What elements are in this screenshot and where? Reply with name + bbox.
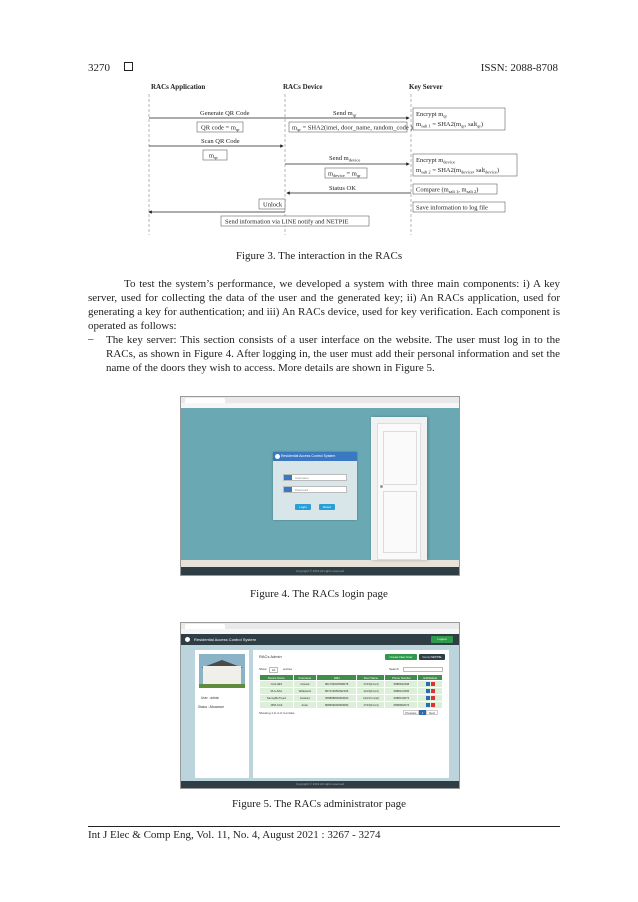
admin-navbar: Residential Access Control System: [181, 634, 459, 645]
cell: 124/14 rand]: [357, 695, 385, 702]
label-compare: Compare ($m_{salt 1}$, $m_{salt 2}$): [416, 186, 479, 194]
logo-icon: [185, 637, 190, 642]
admin-footer: Copyright © 2019 All rights reserved: [181, 781, 459, 788]
cell: 0988410072: [385, 695, 418, 702]
col-edit-delete: Edit/Delete: [418, 675, 443, 681]
key-icon: [284, 487, 292, 492]
delete-icon[interactable]: [431, 689, 435, 693]
issn: ISSN: 2088-8708: [480, 62, 558, 74]
edit-icon[interactable]: [426, 696, 430, 700]
door-inset-bottom: [383, 491, 417, 553]
side-status: Status : Allowance: [198, 705, 225, 709]
cell: 173/1[Front]: [357, 681, 385, 688]
label-msalt1: $m_{salt 1} = SHA2(m_{qr}$, salt$_{qr}$): [416, 121, 484, 129]
journal-footer: Int J Elec & Comp Eng, Vol. 11, No. 4, August 2021 : 3267 - 3274: [88, 829, 381, 841]
logo-icon: [275, 454, 280, 459]
device-table: [259, 674, 443, 709]
label-mdevice-box: $m_{device} = m_{qr}$: [328, 170, 361, 178]
login-screenshot: [180, 396, 460, 576]
col-username: Username: [293, 675, 316, 681]
user-icon: [284, 475, 292, 480]
figure4-caption: Figure 4. The RACs login page: [250, 588, 388, 600]
label-qr-code: QR code = $m_{qr}$: [201, 124, 240, 132]
side-user: User : admin: [201, 696, 220, 700]
cell: 0888123456: [385, 688, 418, 695]
cell: JPM-CA3: [260, 702, 294, 709]
pager-next[interactable]: Next: [426, 710, 438, 715]
pager-previous[interactable]: Previous: [403, 710, 419, 715]
separator-box-icon: [124, 62, 133, 71]
label-msalt2: $m_{salt 2} = SHA2(m_{device}$, salt$_{device}$): [416, 167, 500, 175]
edit-icon[interactable]: [426, 682, 430, 686]
delete-icon[interactable]: [431, 696, 435, 700]
label-send-mdevice: Send $m_{device}$: [329, 155, 361, 163]
showing-entries: Showing 1 to 4 of 4 entries: [259, 711, 295, 715]
sequence-diagram: [145, 80, 523, 240]
lane-app: RACs Application: [151, 83, 206, 91]
cell: PLA-SA2: [260, 688, 294, 695]
cell: 0888932468: [385, 681, 418, 688]
cell: 861769046598078: [316, 681, 357, 688]
label-status-ok: Status OK: [329, 185, 356, 192]
username-field[interactable]: Username: [283, 474, 347, 481]
logout-button[interactable]: Logout: [431, 636, 453, 643]
col-door-name: Door Name: [357, 675, 385, 681]
footer-rule: [88, 826, 560, 827]
admin-screenshot: [180, 622, 460, 789]
cell: Anan: [293, 702, 316, 709]
login-card: [273, 452, 357, 520]
col-phone: Phone Number: [385, 675, 418, 681]
entries-select[interactable]: 10: [269, 667, 278, 673]
house-image: [199, 654, 245, 688]
cell: 173/1[Front]: [357, 702, 385, 709]
cell: Anatrad: [293, 695, 316, 702]
figure3-caption: Figure 3. The interaction in the RACs: [235, 250, 403, 262]
search-input[interactable]: [403, 667, 443, 672]
label-unlock: Unlock: [263, 201, 283, 209]
delete-icon[interactable]: [431, 682, 435, 686]
cell: 121/1[Front]: [357, 688, 385, 695]
cell: zwwwd: [293, 681, 316, 688]
reset-button[interactable]: Reset: [319, 504, 335, 510]
actions-cell: [418, 681, 443, 688]
door-inset-top: [383, 431, 417, 485]
door-knob-icon: [380, 485, 383, 488]
delete-icon[interactable]: [431, 703, 435, 707]
lane-server: Key Server: [409, 83, 443, 91]
password-field[interactable]: Password: [283, 486, 347, 493]
admin-main-panel: [253, 650, 449, 778]
col-imei: IMEI: [316, 675, 357, 681]
actions-cell: [418, 702, 443, 709]
bullet-dash: –: [88, 333, 94, 345]
show-label: Show: [259, 667, 267, 671]
floor: [181, 560, 459, 567]
login-footer: Copyright © 2019 All rights reserved: [181, 567, 459, 575]
label-encrypt-mqr: Encrypt $m_{qr}$: [416, 111, 448, 119]
table-row: [260, 688, 443, 695]
cell: 867419050492166: [316, 688, 357, 695]
actions-cell: [418, 695, 443, 702]
label-send-mqr: Send $m_{qr}$: [333, 110, 357, 118]
paragraph-1: To test the system’s performance, we developed a system with three main components: i) A key server, used for collecting the data of the user and the generated key; ii) An RACs application, used for generating a key for authentication; and iii) An RACs device, used for key verification. Each component is operated as follows:: [88, 278, 560, 332]
label-encrypt-mdevice: Encrypt $m_{device}$: [416, 157, 456, 165]
page-number: 3270: [88, 62, 110, 74]
cell: 358888800000000: [316, 695, 357, 702]
table-row: [260, 695, 443, 702]
actions-cell: [418, 688, 443, 695]
paragraph-2: The key server: This section consists of a user interface on the website. The user must log in to the RACs, as shown in Figure 4. After logging in, the user must add their personal information and set the name of the doors they wish to access. More details are shown in Figure 5.: [106, 334, 560, 374]
label-save-log: Save information to log file: [416, 204, 488, 212]
cell: SamsyBeTreed: [260, 695, 294, 702]
label-scan-qr: Scan QR Code: [201, 138, 240, 145]
edit-icon[interactable]: [426, 689, 430, 693]
cell: Wilawand: [293, 688, 316, 695]
cell: CH1-0E3: [260, 681, 294, 688]
cell: 0898962074: [385, 702, 418, 709]
main-title: RACs Admin: [259, 654, 282, 659]
col-device-name: Device Name: [260, 675, 294, 681]
edit-icon[interactable]: [426, 703, 430, 707]
create-user-button[interactable]: Create New User: [385, 654, 417, 660]
table-row: [260, 702, 443, 709]
label-mqr-formula: $m_{qr}$ = SHA2(imei, door_name, random_code ): [292, 124, 413, 132]
table-row: [260, 681, 443, 688]
lane-device: RACs Device: [283, 83, 323, 91]
label-generate-qr: Generate QR Code: [200, 110, 250, 117]
login-card-title: Residential Access Control System: [273, 452, 357, 461]
label-mqr-box: $m_{qr}$: [209, 152, 218, 160]
netpie-button[interactable]: Go to NETPIE: [419, 654, 445, 660]
entries-label: entries: [283, 667, 293, 671]
login-button[interactable]: Login: [295, 504, 311, 510]
cell: 868999090909080: [316, 702, 357, 709]
figure5-caption: Figure 5. The RACs administrator page: [232, 798, 406, 810]
label-send-info: Send information via LINE notify and NETPIE: [225, 218, 349, 226]
search-label: Search:: [389, 667, 400, 671]
pager-page[interactable]: 1: [419, 710, 426, 715]
